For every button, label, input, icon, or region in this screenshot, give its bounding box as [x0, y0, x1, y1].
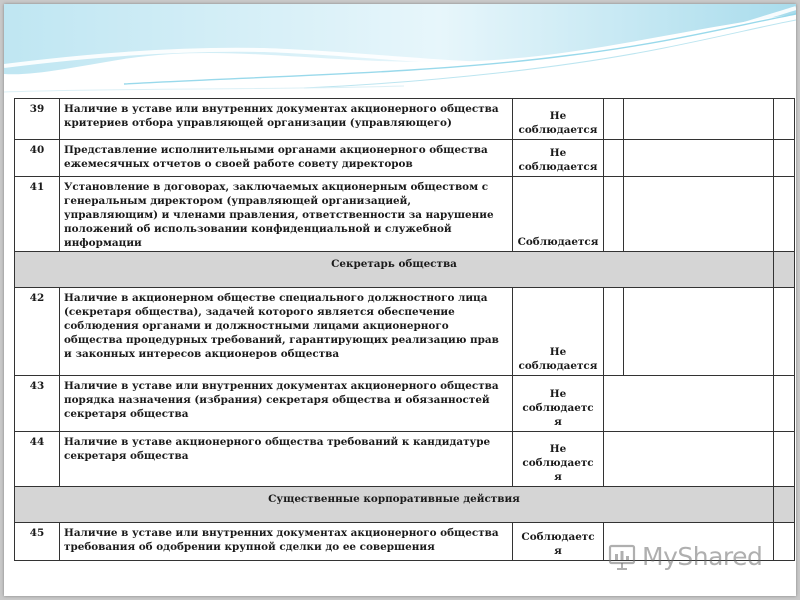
empty-cell — [624, 177, 774, 252]
section-header-row — [15, 487, 795, 523]
table-row — [15, 432, 795, 487]
empty-cell — [774, 487, 795, 523]
row-number: 43 — [15, 376, 60, 432]
row-description: Представление исполнительными органами акционерного общества ежемесячных отчетов о своей работе совету директоров — [60, 140, 513, 177]
slide — [4, 4, 796, 596]
empty-cell — [774, 177, 795, 252]
compliance-status: Соблюдаетс я — [513, 523, 604, 561]
header-wave-decoration — [4, 4, 796, 99]
empty-cell — [604, 140, 624, 177]
row-description: Наличие в уставе или внутренних документах акционерного общества порядка назначения (избрания) секретаря общества и обязанностей секретаря общества — [60, 376, 513, 432]
row-number: 44 — [15, 432, 60, 487]
row-number: 42 — [15, 288, 60, 376]
row-number: 39 — [15, 99, 60, 140]
empty-cell — [774, 140, 795, 177]
table-row — [15, 140, 795, 177]
row-description: Наличие в уставе акционерного общества требований к кандидатуре секретаря общества — [60, 432, 513, 487]
row-number: 45 — [15, 523, 60, 561]
compliance-status: Не соблюдаетс я — [513, 432, 604, 487]
row-number: 40 — [15, 140, 60, 177]
empty-cell — [774, 523, 795, 561]
row-description: Наличие в уставе или внутренних документах акционерного общества критериев отбора управляющей организации (управляющего) — [60, 99, 513, 140]
presentation-board-icon — [608, 543, 636, 571]
table-row — [15, 177, 795, 252]
empty-cell — [604, 432, 774, 487]
empty-cell — [604, 99, 624, 140]
compliance-status: Не соблюдается — [513, 288, 604, 376]
compliance-status: Соблюдается — [513, 177, 604, 252]
section-title: Существенные корпоративные действия — [15, 487, 774, 523]
myshared-watermark-logo — [608, 541, 768, 575]
empty-cell — [604, 177, 624, 252]
row-description: Установление в договорах, заключаемых акционерным обществом с генеральным директором (управляющей организацией, управляющим) и членами правления, ответственности за нарушение положений об использовании конфиденциальной и служебной информации — [60, 177, 513, 252]
governance-table — [14, 98, 794, 572]
empty-cell — [774, 288, 795, 376]
logo-text: MyShared — [642, 542, 763, 571]
row-description: Наличие в уставе или внутренних документах акционерного общества требования об одобрении крупной сделки до ее совершения — [60, 523, 513, 561]
section-title: Секретарь общества — [15, 252, 774, 288]
empty-cell — [624, 288, 774, 376]
section-header-row — [15, 252, 795, 288]
empty-cell — [624, 99, 774, 140]
table-row — [15, 99, 795, 140]
empty-cell — [774, 99, 795, 140]
empty-cell — [774, 376, 795, 432]
empty-cell — [604, 376, 774, 432]
empty-cell — [624, 140, 774, 177]
table-body — [15, 99, 795, 561]
compliance-status: Не соблюдаетс я — [513, 376, 604, 432]
table-row — [15, 288, 795, 376]
empty-cell — [774, 252, 795, 288]
row-number: 41 — [15, 177, 60, 252]
empty-cell — [774, 432, 795, 487]
empty-cell — [604, 288, 624, 376]
table-row — [15, 376, 795, 432]
compliance-status: Не соблюдается — [513, 140, 604, 177]
compliance-status: Не соблюдается — [513, 99, 604, 140]
row-description: Наличие в акционерном обществе специального должностного лица (секретаря общества), задачей которого является обеспечение соблюдения органами и должностными лицами акционерного общества процедурных требований, гарантирующих реализацию прав и законных интересов акционеров общества — [60, 288, 513, 376]
